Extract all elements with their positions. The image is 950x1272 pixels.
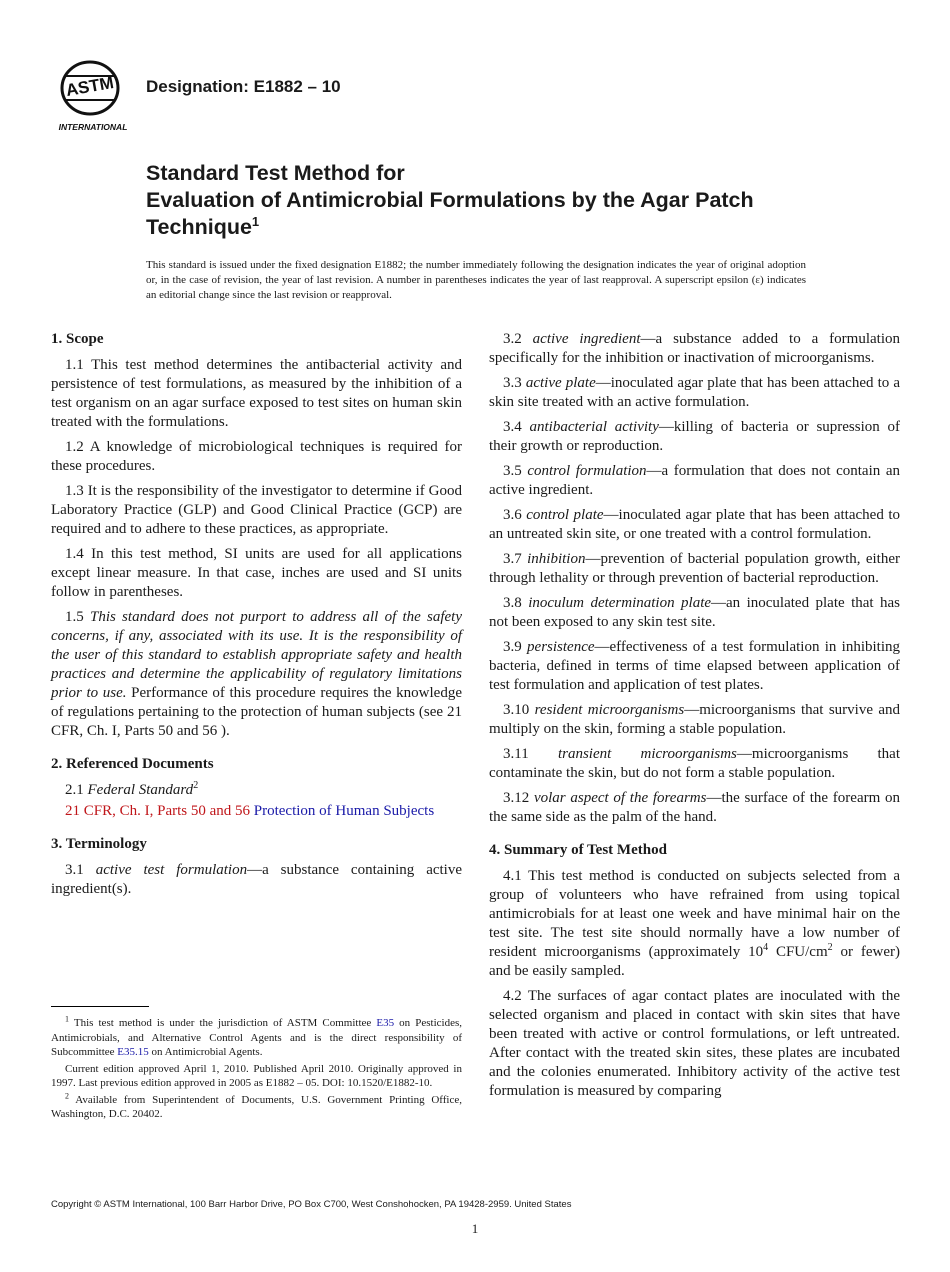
paragraph-4-2: 4.2 The surfaces of agar contact plates are inoculated with the selected organism and placed in contact with skin sites that have been treated with active or control formulations, or left untreated. After contact with the treated skin sites, these plates are incubated and the colonies enumerated. Inhibitory activity of the active test formulation is measured by comparing xyxy=(489,988,900,1099)
section-heading-referenced-documents: 2. Referenced Documents xyxy=(51,756,214,772)
cfr-title-link[interactable]: Protection of Human Subjects xyxy=(253,803,435,819)
document-title xyxy=(146,160,866,241)
committee-e35-link[interactable]: E35 xyxy=(376,1017,395,1029)
paragraph-1-4: 1.4 In this test method, SI units are used for all applications except linear measure. In that case, inches are used and SI units follow in parentheses. xyxy=(51,546,462,600)
section-heading-scope: 1. Scope xyxy=(51,331,104,347)
term-3-10: 3.10 resident microorganisms—microorganisms that survive and multiply on the skin, forming a stable population. xyxy=(489,702,901,737)
term-3-5: 3.5 control formulation—a formulation that does not contain an active ingredient. xyxy=(489,463,900,498)
section-heading-summary: 4. Summary of Test Method xyxy=(489,842,667,858)
term-3-1: 3.1 active test formulation—a substance containing active ingredient(s). xyxy=(51,862,463,897)
footnote-1: $^1$ This test method is under the jurisdiction of ASTM Committee E35 on Pesticides, Antimicrobials, and Alternative Control Agents and is the direct responsibility of Subcommittee E35.15 on Antimicrobial Agents. xyxy=(51,1014,462,1058)
svg-text:ASTM: ASTM xyxy=(64,72,116,101)
left-column xyxy=(51,330,462,905)
paragraph-1-1: 1.1 This test method determines the antibacterial activity and persistence of test formulations, as measured by the inhibition of a test organism on an agar surface exposed to test sites on human skin treated with the formulations. xyxy=(51,357,462,430)
section-heading-terminology: 3. Terminology xyxy=(51,836,147,852)
paragraph-1-3: 1.3 It is the responsibility of the investigator to determine if Good Laboratory Practice (GLP) and Good Clinical Practice (GCP) are required and to adhere to these practices, as appropriate. xyxy=(51,483,462,537)
right-column xyxy=(489,330,900,1107)
footnote-1-edition: Current edition approved April 1, 2010. Published April 2010. Originally approved in 1997. Last previous edition approved in 2005 as E1882 – 05. DOI: 10.1520/E1882-10. xyxy=(51,1062,462,1089)
copyright-notice: Copyright © ASTM International, 100 Barr Harbor Drive, PO Box C700, West Conshohocken, PA 19428-2959. United States xyxy=(51,1199,572,1210)
svg-text:INTERNATIONAL: INTERNATIONAL xyxy=(58,122,128,132)
paragraph-1-5: 1.5 This standard does not purport to address all of the safety concerns, if any, associated with its use. It is the responsibility of the user of this standard to establish appropriate safety and health practices and determine the applicability of regulatory limitations prior to use. Performance of this procedure requires the knowledge of regulations pertaining to the protection of human subjects (see 21 CFR, Ch. I, Parts 50 and 56 ). xyxy=(51,609,463,739)
designation: Designation: E1882 – 10 xyxy=(146,77,341,96)
footnote-divider xyxy=(51,1006,149,1007)
issuance-note: This standard is issued under the fixed designation E1882; the number immediately following the designation indicates the year of original adoption or, in the case of revision, the year of last revision. A number in parentheses indicates the year of last reapproval. A superscript epsilon (ε) indicates an editorial change since the last revision or reapproval. xyxy=(146,259,806,301)
subcommittee-e35-15-link[interactable]: E35.15 xyxy=(117,1046,149,1058)
title-line-1: Standard Test Method for xyxy=(146,161,405,185)
term-3-11: 3.11 transient microorganisms—microorganisms that contaminate the skin, but do not form a stable population. xyxy=(489,746,901,781)
astm-logo xyxy=(50,58,136,134)
astm-logo-icon xyxy=(50,58,136,134)
term-3-9: 3.9 persistence—effectiveness of a test formulation in inhibiting bacteria, defined in terms of time elapsed between application of test formulation and application of test plates. xyxy=(489,639,900,693)
title-footnote-mark[interactable]: 1 xyxy=(251,213,260,229)
paragraph-4-1: 4.1 This test method is conducted on subjects selected from a group of volunteers who have refrained from using topical antimicrobials for at least one week and have minimal hair on the test site. The test site should normally have a low number of resident microorganisms (approximately $10^4$ CFU/$cm^2$ or fewer) and be easily sampled. xyxy=(489,868,900,979)
footnote-2: $^2$ Available from Superintendent of Documents, U.S. Government Printing Office, Washington, D.C. 20402. xyxy=(51,1090,462,1120)
paragraph-2-1: 2.1 Federal Standard$^2$ xyxy=(65,780,199,798)
term-3-6: 3.6 control plate—inoculated agar plate that has been attached to an untreated skin site, or one treated with a control formulation. xyxy=(489,507,900,542)
page-number: 1 xyxy=(471,1221,479,1236)
term-3-12: 3.12 volar aspect of the forearms—the surface of the forearm on the same side as the palm of the hand. xyxy=(489,790,901,825)
title-line-2: Evaluation of Antimicrobial Formulations by the Agar Patch Technique$^1$ xyxy=(146,188,754,239)
cfr-link[interactable]: 21 CFR, Ch. I, Parts 50 and 56 xyxy=(65,803,251,819)
term-3-7: 3.7 inhibition—prevention of bacterial population growth, either through lethality or through prevention of bacterial reproduction. xyxy=(489,551,901,586)
term-3-8: 3.8 inoculum determination plate—an inoculated plate that has not been exposed to any skin test site. xyxy=(489,595,900,630)
paragraph-1-2: 1.2 A knowledge of microbiological techniques is required for these procedures. xyxy=(51,439,462,474)
term-3-4: 3.4 antibacterial activity—killing of bacteria or supression of their growth or reproduction. xyxy=(489,419,901,454)
reference-cfr xyxy=(51,802,462,821)
term-3-3: 3.3 active plate—inoculated agar plate that has been attached to a skin site treated with an active formulation. xyxy=(489,375,901,410)
term-3-2: 3.2 active ingredient—a substance added to a formulation specifically for the inhibition or inactivation of microorganisms. xyxy=(489,331,900,366)
footnotes xyxy=(51,1016,462,1124)
